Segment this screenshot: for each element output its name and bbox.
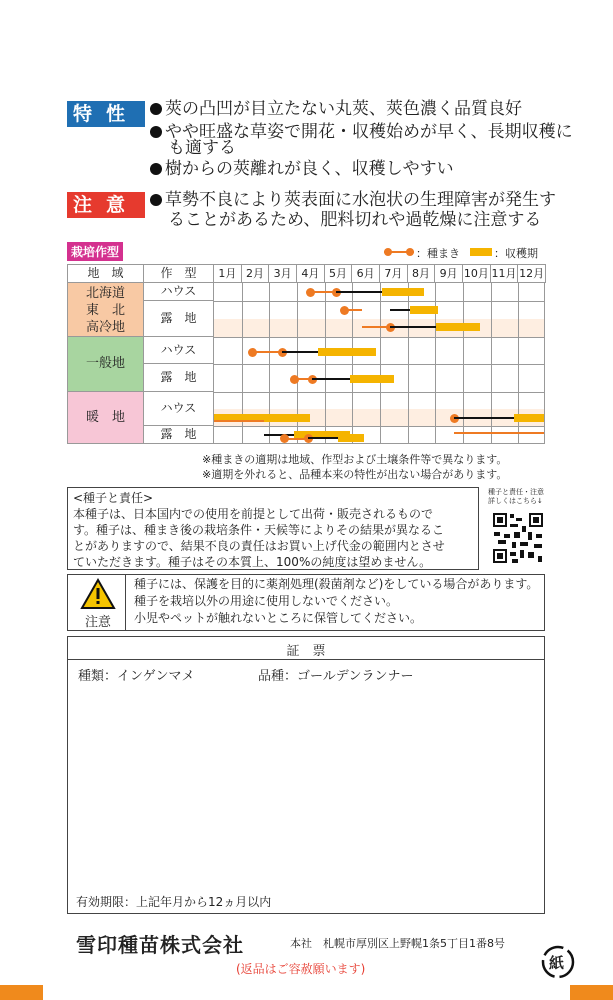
caution-label: 注意	[67, 192, 145, 218]
type-cell: 露 地	[143, 363, 214, 392]
month-header: 3月	[268, 264, 297, 283]
harvest-bar	[410, 306, 438, 314]
schedule-note: ※種まきの適期は地域、作型および土壌条件等で異なります。	[202, 453, 508, 466]
harvest-bar	[318, 348, 376, 356]
bullet-icon	[150, 194, 162, 206]
qr-code-icon[interactable]	[492, 512, 544, 564]
region-hokkaido: 北海道 東 北 高冷地	[67, 282, 144, 337]
month-header: 12月	[517, 264, 546, 283]
month-header: 5月	[324, 264, 353, 283]
growth-line	[282, 351, 318, 353]
month-header: 2月	[241, 264, 270, 283]
sow-dot	[280, 434, 289, 443]
month-header: 4月	[296, 264, 325, 283]
traits-label: 特性	[67, 101, 145, 127]
responsibility-title: <種子と責任>	[73, 491, 154, 505]
growth-line	[308, 437, 338, 439]
corner-mark-right	[570, 985, 613, 1000]
corner-mark-left	[0, 985, 43, 1000]
trait-item: やや旺盛な草姿で開花・収穫始めが早く、長期収穫に	[150, 121, 573, 144]
harvest-bar	[514, 414, 545, 422]
schedule-grid	[213, 282, 545, 444]
caution-line: ることがあるため、肥料切れや過乾燥に注意する	[168, 210, 542, 230]
warning-box	[67, 574, 545, 631]
harvest-bar	[436, 323, 480, 331]
company-name: 雪印種苗株式会社	[76, 933, 244, 957]
bullet-icon	[150, 103, 162, 115]
type-cell: 露 地	[143, 300, 214, 337]
month-header: 9月	[434, 264, 463, 283]
type-cell: ハウス	[143, 282, 214, 301]
certificate-variety: 品種：ゴールデンランナー	[258, 669, 414, 684]
certificate-expiry: 有効期限：上記年月から12ヵ月以内	[76, 895, 272, 909]
no-return-notice: (返品はご容赦願います)	[236, 962, 366, 976]
warning-label: 注意	[84, 615, 111, 630]
region-warm: 暖 地	[67, 391, 144, 444]
growth-line	[336, 291, 382, 293]
month-header: 7月	[379, 264, 408, 283]
schedule-note: ※適期を外れると、品種本来の特性が出ない場合があります。	[202, 468, 508, 481]
certificate-kind: 種類：インゲンマメ	[78, 669, 195, 684]
month-headers	[213, 264, 545, 283]
growth-line	[312, 378, 350, 380]
harvest-bar	[382, 288, 424, 296]
company-address: 本社 札幌市厚別区上野幌1条5丁目1番8号	[290, 937, 505, 950]
warning-text: 種子には、保護を目的に薬剤処理(殺菌剤など)をしている場合があります。 種子を栽培以外の用途に使用しないでください。 小児やペットが触れないところに保管してください。	[134, 577, 539, 625]
col-type-header: 作 型	[143, 264, 214, 283]
sow-period-line	[214, 420, 264, 422]
growth-line	[390, 326, 436, 328]
type-cell: ハウス	[143, 391, 214, 426]
caution-line: 草勢不良により莢表面に水泡状の生理障害が発生す	[150, 189, 556, 212]
paper-recycle-icon: 紙	[540, 944, 576, 980]
region-general: 一般地	[67, 336, 144, 392]
growth-line	[264, 434, 294, 436]
type-cell: 露 地	[143, 425, 214, 444]
schedule-title: 栽培作型	[67, 242, 123, 261]
certificate-title: 証 票	[286, 644, 326, 659]
growth-line	[390, 309, 410, 311]
sow-period-line	[344, 309, 362, 311]
month-header: 11月	[490, 264, 519, 283]
harvest-bar	[350, 375, 394, 383]
month-header: 10月	[462, 264, 491, 283]
type-cell: ハウス	[143, 336, 214, 364]
trait-item: 樹からの莢離れが良く、収穫しやすい	[150, 158, 454, 181]
sow-dot	[248, 348, 257, 357]
schedule-table	[67, 264, 545, 444]
qr-caption: 種子と責任・注意 詳しくはこちら↓	[488, 488, 544, 505]
sow-period-line	[454, 432, 545, 434]
bullet-icon	[150, 126, 162, 138]
trait-item: も適する	[168, 138, 236, 158]
responsibility-box: <種子と責任> 本種子は、日本国内での使用を前提として出荷・販売されるもので す。種子は、種まき後の栽培条件・天候等によりその結果が異なるこ とがありますので、結果不良の責任はお買い上げ代金の範囲内とさせ ていただきます。種子はその本質上、100%の純度は望めません。	[67, 487, 479, 570]
sow-dot	[306, 288, 315, 297]
col-region-header: 地 域	[67, 264, 144, 283]
bullet-icon	[150, 163, 162, 175]
growth-line	[454, 417, 514, 419]
trait-item: 莢の凸凹が目立たない丸莢、莢色濃く品質良好	[150, 98, 522, 121]
month-header: 8月	[407, 264, 436, 283]
month-header: 1月	[213, 264, 242, 283]
certificate-box	[67, 636, 545, 914]
warning-triangle-icon	[80, 578, 116, 610]
harvest-bar	[338, 434, 364, 442]
month-header: 6月	[351, 264, 380, 283]
sow-dot	[290, 375, 299, 384]
